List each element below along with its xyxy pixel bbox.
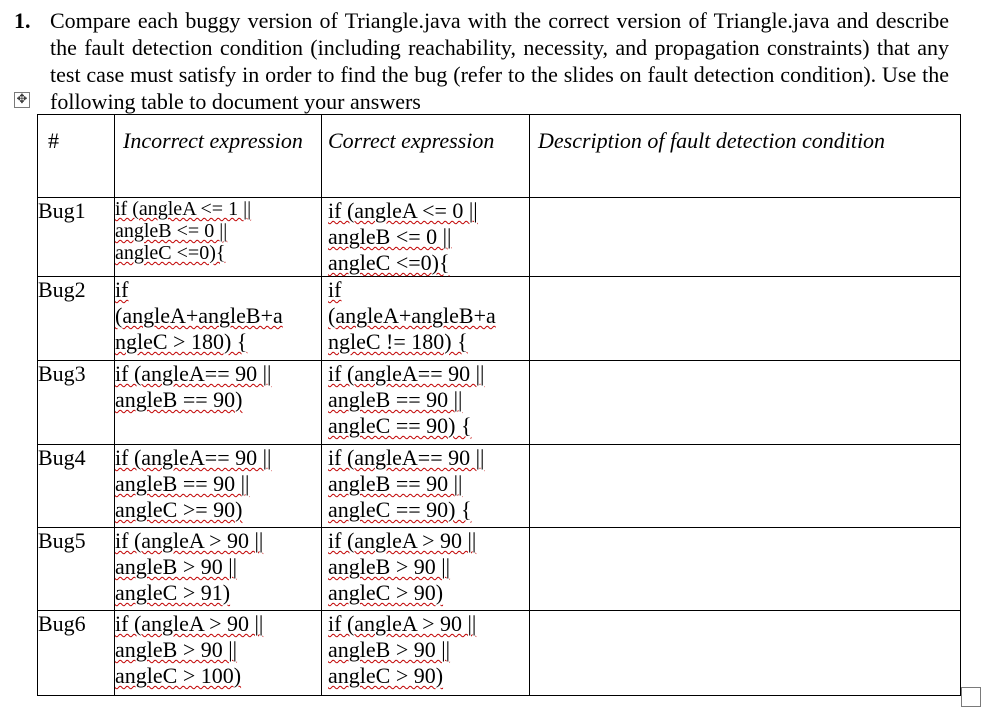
correct-expression-cell[interactable]: [322, 198, 530, 277]
fault-detection-description-cell[interactable]: [530, 445, 961, 528]
incorrect-expression-line: angleB > 90 ||: [115, 637, 238, 662]
incorrect-expression-line: if (angleA <= 1 ||: [115, 198, 252, 220]
bug-id-cell: Bug1: [38, 198, 115, 277]
fault-detection-description-cell[interactable]: [530, 611, 961, 696]
incorrect-expression-line: angleC > 91): [115, 580, 231, 605]
correct-expression-cell[interactable]: [322, 611, 530, 696]
incorrect-expression-line: if (angleA== 90 ||: [115, 445, 272, 470]
correct-expression-cell[interactable]: [322, 361, 530, 445]
incorrect-expression-line: if (angleA== 90 ||: [115, 361, 272, 386]
table-header-row: [38, 115, 961, 198]
correct-expression-line: ngleC != 180) {: [328, 329, 468, 354]
bug-id-cell: Bug3: [38, 361, 115, 445]
incorrect-expression-line: angleB == 90 ||: [115, 471, 250, 496]
header-correct-expression: Correct expression: [322, 115, 530, 198]
correct-expression-line: if: [328, 277, 342, 302]
correct-expression-cell[interactable]: [322, 528, 530, 611]
incorrect-expression-cell[interactable]: [115, 611, 322, 696]
header-incorrect-expression: Incorrect expression: [115, 115, 322, 198]
answers-table: [37, 114, 961, 696]
incorrect-expression-line: angleC >= 90): [115, 497, 243, 522]
incorrect-expression-line: angleB == 90): [115, 387, 243, 412]
correct-expression-line: if (angleA > 90 ||: [328, 528, 477, 553]
correct-expression-line: (angleA+angleB+a: [328, 303, 496, 328]
incorrect-expression-cell[interactable]: [115, 198, 322, 277]
table-move-handle-icon[interactable]: ✥: [14, 92, 30, 108]
correct-expression-line: angleC > 90): [328, 580, 444, 605]
correct-expression-line: if (angleA== 90 ||: [328, 361, 485, 386]
correct-expression-line: if (angleA > 90 ||: [328, 611, 477, 636]
table-row: [38, 528, 961, 611]
correct-expression-cell[interactable]: [322, 445, 530, 528]
fault-detection-description-cell[interactable]: [530, 528, 961, 611]
table-row: [38, 445, 961, 528]
incorrect-expression-line: angleC > 100): [115, 663, 242, 688]
bug-id-cell: Bug2: [38, 277, 115, 361]
table-row: [38, 361, 961, 445]
correct-expression-line: angleB == 90 ||: [328, 387, 463, 412]
incorrect-expression-cell[interactable]: [115, 361, 322, 445]
table-row: [38, 611, 961, 696]
header-number: #: [38, 115, 115, 198]
incorrect-expression-line: if (angleA > 90 ||: [115, 528, 264, 553]
correct-expression-line: angleC == 90) {: [328, 413, 472, 438]
incorrect-expression-line: angleC <=0){: [115, 242, 226, 264]
incorrect-expression-line: angleB <= 0 ||: [115, 220, 228, 242]
header-description: Description of fault detection condition: [530, 115, 961, 198]
incorrect-expression-line: (angleA+angleB+a: [115, 303, 283, 328]
fault-detection-description-cell[interactable]: [530, 361, 961, 445]
incorrect-expression-line: angleB > 90 ||: [115, 554, 238, 579]
bug-id-cell: Bug5: [38, 528, 115, 611]
table-row: [38, 198, 961, 277]
correct-expression-line: angleC > 90): [328, 663, 444, 688]
correct-expression-line: if (angleA== 90 ||: [328, 445, 485, 470]
incorrect-expression-cell[interactable]: [115, 445, 322, 528]
question-number: 1.: [14, 8, 31, 33]
correct-expression-line: angleC == 90) {: [328, 497, 472, 522]
correct-expression-line: angleB <= 0 ||: [328, 224, 452, 249]
incorrect-expression-line: if (angleA > 90 ||: [115, 611, 264, 636]
table-resize-handle[interactable]: [961, 687, 981, 707]
fault-detection-description-cell[interactable]: [530, 277, 961, 361]
correct-expression-line: angleC <=0){: [328, 250, 450, 275]
incorrect-expression-cell[interactable]: [115, 528, 322, 611]
fault-detection-description-cell[interactable]: [530, 198, 961, 277]
correct-expression-line: angleB == 90 ||: [328, 471, 463, 496]
correct-expression-line: angleB > 90 ||: [328, 637, 451, 662]
table-row: [38, 277, 961, 361]
correct-expression-cell[interactable]: [322, 277, 530, 361]
bug-id-cell: Bug6: [38, 611, 115, 696]
correct-expression-line: if (angleA <= 0 ||: [328, 198, 478, 223]
question-text: Compare each buggy version of Triangle.java with the correct version of Triangle.java and describe the fault detection condition (including reachability, necessity, and propagation constraints) that any test case must satisfy in order to find the bug (refer to the slides on fault detection condition). Use the following table to document your answers: [50, 8, 949, 114]
correct-expression-line: angleB > 90 ||: [328, 554, 451, 579]
incorrect-expression-line: if: [115, 277, 129, 302]
incorrect-expression-line: ngleC > 180) {: [115, 329, 248, 354]
bug-id-cell: Bug4: [38, 445, 115, 528]
incorrect-expression-cell[interactable]: [115, 277, 322, 361]
